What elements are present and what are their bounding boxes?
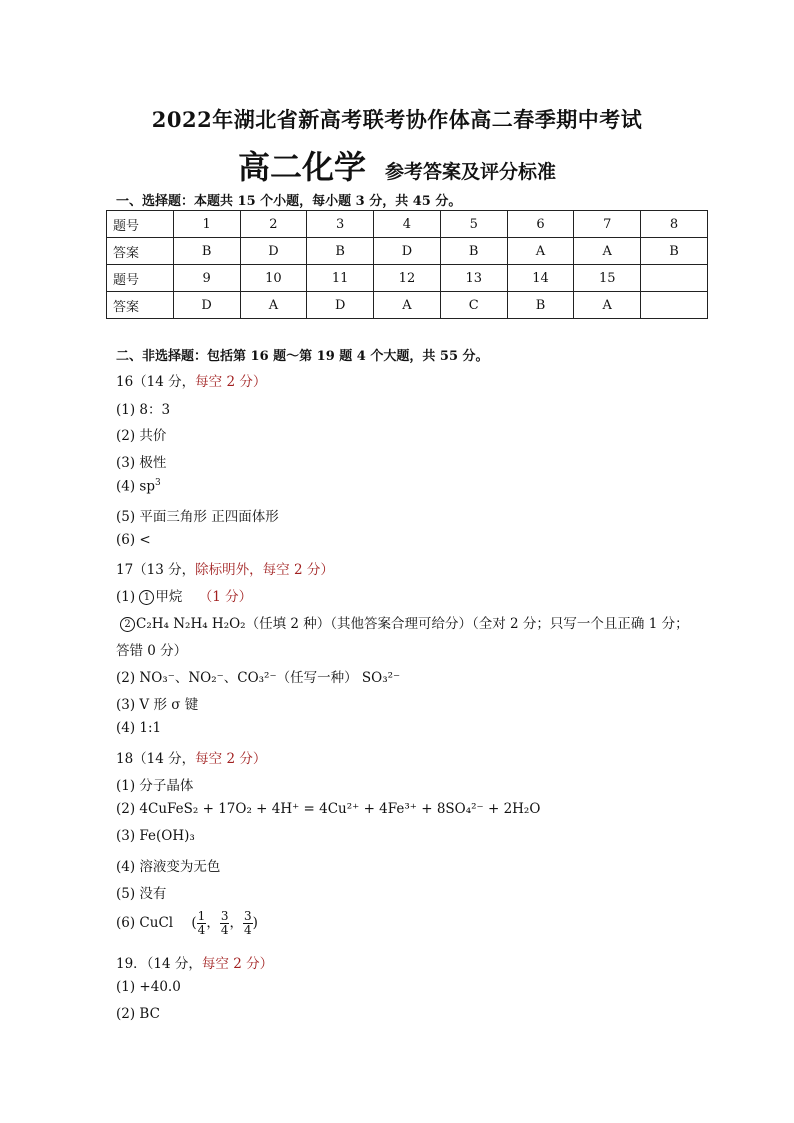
table-cell: D	[240, 238, 307, 265]
subtitle-row	[0, 142, 794, 188]
table-row-header: 题号	[107, 211, 174, 238]
table-cell: A	[240, 292, 307, 319]
circled-number-1: 1	[139, 590, 154, 605]
q19-header: 19．（14 分，每空 2 分）	[116, 956, 274, 972]
table-row-header: 题号	[107, 265, 174, 292]
q16-answer-5: (5) 平面三角形 正四面体形	[116, 509, 279, 525]
table-cell: D	[307, 292, 374, 319]
table-row-header: 答案	[107, 238, 174, 265]
q19-scoring-note: 每空 2 分）	[201, 956, 274, 972]
q17-answer-1b: 2 C₂H₄ N₂H₄ H₂O₂（任填 2 种）（其他答案合理可给分）（全对 2 分；只写一个且正确 1 分；	[120, 612, 689, 632]
q16-answer-6: (6) <	[116, 532, 151, 548]
q16-answer-1: (1) 8：3	[116, 402, 171, 418]
circled-number-2: 2	[120, 617, 135, 632]
section2-heading: 二、非选择题：包括第 16 题～第 19 题 4 个大题，共 55 分。	[116, 349, 489, 364]
answer-key-heading: 参考答案及评分标准	[385, 161, 557, 183]
answer-table	[106, 210, 708, 319]
table-row	[107, 292, 708, 319]
q19-answer-1: (1) +40.0	[116, 979, 181, 995]
table-cell: 3	[307, 211, 374, 238]
q18-answer-6: (6) CuCl ( $\frac{1}{4}$ ， $\frac{3}{4}$ ， $\frac{3}{4}$ )	[116, 909, 258, 937]
q18-answer-3: (3) Fe(OH)₃	[116, 828, 195, 844]
table-cell: D	[374, 238, 441, 265]
table-cell: D	[173, 292, 240, 319]
table-cell: A	[574, 238, 641, 265]
q18-scoring-note: 每空 2 分）	[195, 751, 267, 767]
table-cell: B	[307, 238, 374, 265]
q18-answer-2: (2) 4CuFeS₂ + 17O₂ + 4H⁺ = 4Cu²⁺ + 4Fe³⁺ + 8SO₄²⁻ + 2H₂O	[116, 801, 541, 817]
q17-answer-1b-cont: 答错 0 分）	[116, 643, 188, 659]
q18-answer-5: (5) 没有	[116, 886, 167, 902]
table-cell: B	[507, 292, 574, 319]
q17-answer-1: (1) 1 甲烷 （1 分）	[116, 589, 253, 605]
fraction: $\frac{1}{4}$	[197, 909, 206, 937]
table-cell: C	[440, 292, 507, 319]
table-cell: A	[374, 292, 441, 319]
table-cell: 15	[574, 265, 641, 292]
q16-header: 16（14 分，每空 2 分）	[116, 374, 267, 390]
table-cell: 1	[173, 211, 240, 238]
q17-answer-2: (2) NO₃⁻、NO₂⁻、CO₃²⁻（任写一种） SO₃²⁻	[116, 670, 401, 686]
q17-answer-4: (4) 1:1	[116, 720, 162, 736]
table-cell	[641, 265, 708, 292]
table-cell: B	[641, 238, 708, 265]
table-cell: 9	[173, 265, 240, 292]
table-row	[107, 211, 708, 238]
table-cell: 5	[440, 211, 507, 238]
table-row-header: 答案	[107, 292, 174, 319]
q16-answer-3: (3) 极性	[116, 455, 167, 471]
table-cell: B	[440, 238, 507, 265]
q17-answer-3: (3) V 形 σ 键	[116, 697, 199, 713]
table-cell: 13	[440, 265, 507, 292]
table-cell	[641, 292, 708, 319]
table-cell: 2	[240, 211, 307, 238]
q16-answer-4: (4) $sp^3$	[116, 478, 161, 495]
table-cell: 10	[240, 265, 307, 292]
fraction: $\frac{3}{4}$	[243, 909, 252, 937]
q18-answer-4: (4) 溶液变为无色	[116, 859, 221, 875]
table-cell: 12	[374, 265, 441, 292]
q16-scoring-note: 每空 2 分）	[195, 374, 267, 390]
table-cell: 11	[307, 265, 374, 292]
table-cell: 14	[507, 265, 574, 292]
table-cell: 7	[574, 211, 641, 238]
document-title: 2022年湖北省新高考联考协作体高二春季期中考试	[151, 107, 643, 132]
table-cell: A	[507, 238, 574, 265]
table-cell: 6	[507, 211, 574, 238]
table-cell: B	[173, 238, 240, 265]
section1-heading: 一、选择题：本题共 15 个小题，每小题 3 分，共 45 分。	[116, 194, 462, 209]
q17-header: 17（13 分，除标明外，每空 2 分）	[116, 562, 334, 578]
table-row	[107, 238, 708, 265]
fraction: $\frac{3}{4}$	[220, 909, 229, 937]
q18-header: 18（14 分，每空 2 分）	[116, 751, 267, 767]
table-cell: A	[574, 292, 641, 319]
q17-scoring-note: 除标明外，每空 2 分）	[195, 562, 334, 578]
table-cell: 8	[641, 211, 708, 238]
table-cell: 4	[374, 211, 441, 238]
q19-answer-2: (2) BC	[116, 1006, 160, 1022]
subject-title: 高二化学	[237, 148, 366, 186]
table-row	[107, 265, 708, 292]
q16-answer-2: (2) 共价	[116, 428, 167, 444]
q18-answer-1: (1) 分子晶体	[116, 778, 194, 794]
